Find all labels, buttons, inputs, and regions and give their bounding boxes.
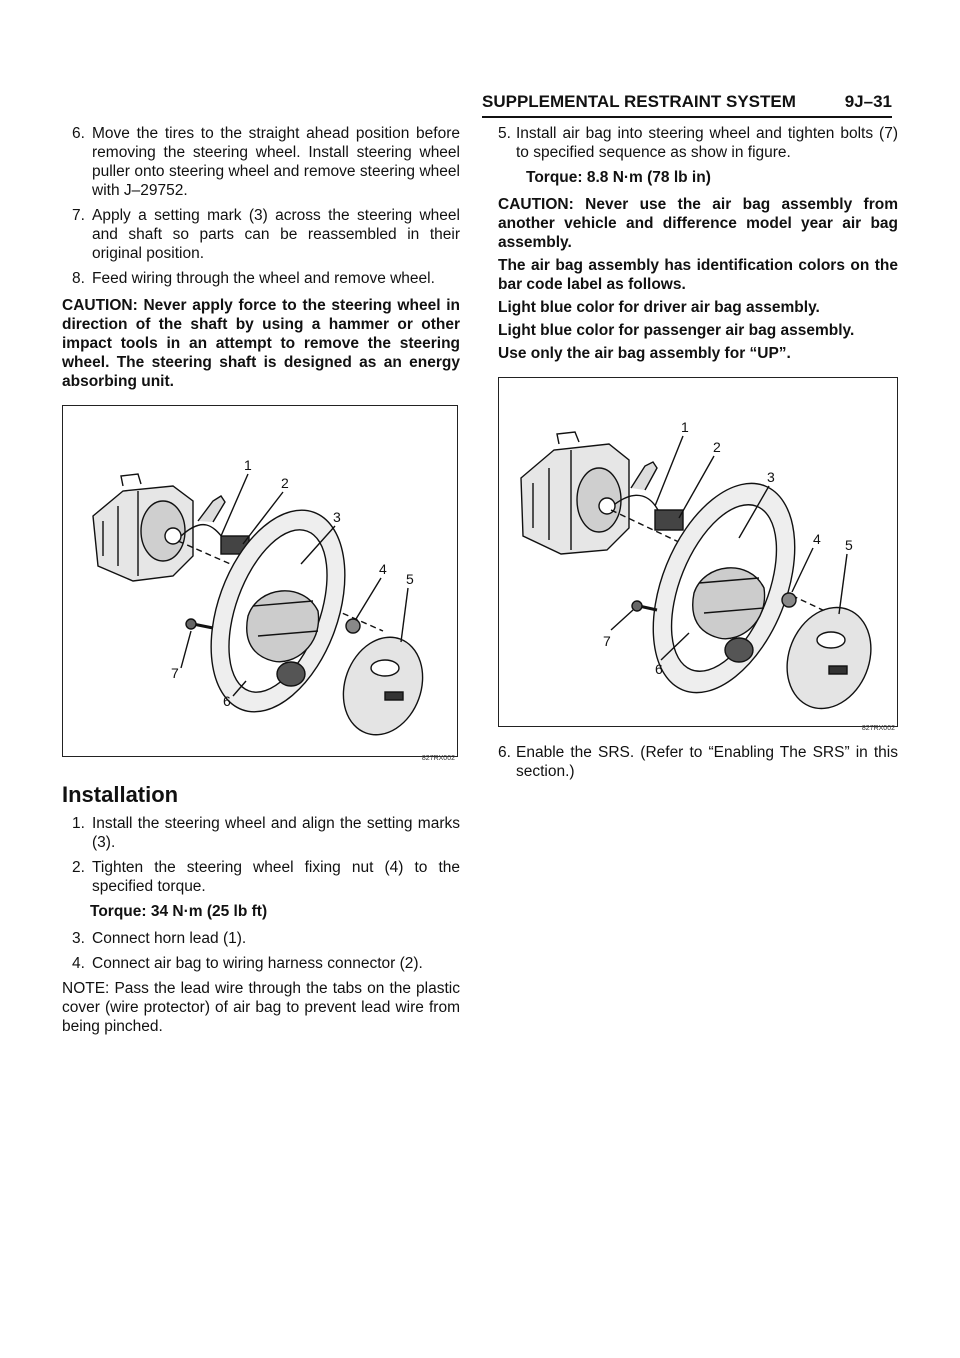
steering-wheel-figure-right [498,377,898,732]
airbag-id-colors: The air bag assembly has identification colors on the bar code label as follows. [498,257,898,293]
airbag-caution: CAUTION: Never use the air bag assembly from another vehicle and difference model year air bag assembly. [498,196,898,251]
figure-label-2: 2 [281,475,289,491]
removal-caution: CAUTION: Never apply force to the steering wheel in direction of the shaft by using a hammer or other impact tools in an attempt to remove the steering wheel. The steering shaft is designed as an energy absorbing unit. [62,297,460,390]
torque-spec-left: Torque: 34 N·m (25 lb ft) [90,903,268,920]
install-step-2: 2. Tighten the steering wheel fixing nut (4) to the specified torque. [72,859,460,895]
torque-spec-right: Torque: 8.8 N·m (78 lb in) [526,169,711,186]
figure-label-6: 6 [223,693,231,709]
figure-label-1: 1 [681,419,689,435]
figure-code-left: 827RX002 [421,755,455,762]
figure-label-1: 1 [244,457,252,473]
figure-label-4: 4 [379,561,387,577]
figure-label-5: 5 [845,537,853,553]
figure-label-3: 3 [333,509,341,525]
steering-wheel-exploded-diagram [63,406,457,756]
removal-step-7: 7. Apply a setting mark (3) across the steering wheel and shaft so parts can be reassembled in their original position. [72,207,460,262]
install-step-4: 4. Connect air bag to wiring harness connector (2). [72,955,423,972]
steering-wheel-exploded-diagram-right [499,378,897,726]
install-step-1: 1. Install the steering wheel and align the setting marks (3). [72,815,460,851]
figure-label-7: 7 [603,633,611,649]
passenger-airbag-color: Light blue color for passenger air bag assembly. [498,322,855,339]
figure-label-7: 7 [171,665,179,681]
page-header [482,90,892,118]
figure-code-right: 827RX002 [861,725,895,732]
install-step-3: 3. Connect horn lead (1). [72,930,247,947]
figure-label-6: 6 [655,661,663,677]
driver-airbag-color: Light blue color for driver air bag assembly. [498,299,820,316]
header-title: SUPPLEMENTAL RESTRAINT SYSTEM [482,92,796,111]
page-number: 9J–31 [844,92,892,111]
install-step-5: 5. Install air bag into steering wheel and tighten bolts (7) to specified sequence as show in figure. [498,125,898,161]
figure-label-3: 3 [767,469,775,485]
removal-step-6: 6. Move the tires to the straight ahead position before removing the steering wheel. Install steering wheel puller onto steering wheel and remove steering wheel with J–29752. [72,125,460,199]
steering-wheel-figure-left [62,405,458,762]
install-note: NOTE: Pass the lead wire through the tabs on the plastic cover (wire protector) of air bag to prevent lead wire from being pinched. [62,980,460,1035]
left-column [62,124,460,1036]
install-step-6: 6. Enable the SRS. (Refer to “Enabling The SRS” in this section.) [498,744,898,780]
removal-step-8: 8. Feed wiring through the wheel and remove wheel. [72,270,435,287]
section-title-installation: Installation [62,782,179,807]
figure-label-4: 4 [813,531,821,547]
right-column [498,124,898,787]
figure-label-5: 5 [406,571,414,587]
figure-label-2: 2 [713,439,721,455]
use-only-up: Use only the air bag assembly for “UP”. [498,345,791,362]
